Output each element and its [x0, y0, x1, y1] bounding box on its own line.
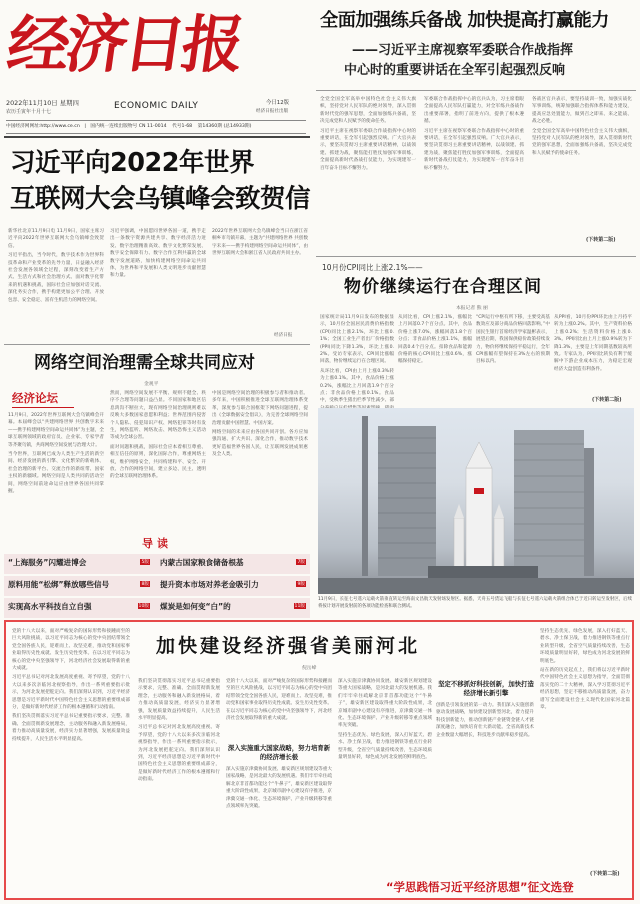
cpi-kicker: 10月份CPI同比上涨2.1%—— — [322, 263, 423, 272]
feature-continued[interactable]: (下转第二版) — [590, 871, 620, 877]
feature-box — [4, 620, 634, 900]
guide-title: 导读 — [142, 537, 172, 550]
top-story-continued[interactable]: (下转第二版) — [586, 237, 616, 243]
main-story-paragraph: 2022年世界互联网大会乌镇峰会当日在浙江省桐乡市乌镇开幕，主题为“共建网络世界 共创数字未来——携手构建网络空间命运共同体”，由世界互联网大会和浙江省人民政府共同主办。 — [212, 229, 308, 257]
feature-col-4 — [338, 678, 432, 892]
main-story-top-rule — [4, 136, 310, 138]
top-story-paragraph: 习近平主席在视察军委联合作战指挥中心时的重要讲话，在全军引起强烈反响。广大官兵表示，要坚决贯彻习主席重要讲话精神，以战领建、抓建为战，聚焦能打胜仗加强军事训练，全面提高新时代备战打仗能力，为实现建军一百年奋斗目标不懈努力。 — [320, 128, 416, 171]
issue-number: 第14360期 — [197, 124, 222, 129]
postal-code: 代号1-68 — [172, 124, 193, 129]
main-story-col-1 — [8, 228, 104, 340]
feature-col-2 — [138, 678, 220, 892]
top-story-divider — [316, 90, 636, 91]
guide-item-label: 提升资本市场对养老金吸引力 — [160, 580, 259, 589]
english-name: ECONOMIC DAILY — [114, 101, 199, 111]
cpi-col-3 — [476, 314, 550, 404]
main-story-paragraph: 习近平强调，中国愿同世界各国一道，携手走出一条数字资源共建共享、数字经济活力迸发、数字治理精准高效、数字文化繁荣发展、数字安全保障有力、数字合作互利共赢的全球数字发展道路，加快构建网络空间命运共同体，为世界和平发展和人类文明进步贡献智慧和力量。 — [110, 229, 206, 279]
cpi-col-4 — [554, 314, 632, 394]
cpi-story — [316, 256, 636, 406]
top-story-col-3 — [532, 96, 632, 234]
top-story-paragraph: 各战区官兵表示，要坚持战训一致，加强实战化军事训练，统筹加强联合指挥体系和能力建设，提高应急处置能力，做到召之即来、来之能战、战之必胜。 — [532, 97, 632, 125]
guide-item[interactable] — [8, 598, 154, 618]
commentary — [4, 344, 310, 534]
guide-item-label: 实现高水平科技自立自强 — [8, 602, 92, 611]
feature-paragraph: 党的十八大以来，面对严峻复杂的国际形势和接踵而至的巨大风险挑战，以习近平同志为核心的党中央团结带领全党全国各族人民，迎难而上、攻坚克难，推动党和国家事业取得历史性成就、发生历史性变革。在以习近平同志为核心的党中央坚强领导下，河北经济社会发展取得新的重大成就。 — [226, 679, 332, 722]
top-story-subhead-1: ——习近平主席视察军委联合作战指挥 — [352, 43, 574, 58]
cpi-col-2 — [398, 314, 472, 404]
top-story-col-1 — [320, 96, 416, 246]
guide-item[interactable] — [8, 576, 154, 596]
masthead — [4, 4, 304, 116]
top-story-headline[interactable]: 全面加强练兵备战 加快提高打赢能力 — [320, 10, 609, 31]
publisher-line: 经济日报社出版 — [256, 109, 289, 114]
guide-item-page: 11版 — [294, 604, 305, 609]
commentary-headline[interactable]: 网络空间治理需全球共同应对 — [34, 353, 255, 373]
feature-paragraph: 我们坚决贯彻落实习近平总书记重要指示要求，完整、准确、全面贯彻新发展理念，主动服务和融入新发展格局，着力推动高质量发展，经济实力显著增强，发展质量效益持续提升，人民生活水平明显提高。 — [138, 679, 220, 722]
cpi-col-1 — [320, 314, 394, 404]
commentary-paragraph: 中国是网络空间治理的积极参与者和推动者。多年来，中国积极推进全球互联网治理体系变革，深度参与联合国框架下网络问题进程，提出《全球数据安全倡议》，为完善全球网络空间治理贡献中国智慧、中国方案。 — [212, 391, 308, 426]
feature-banner: “学思践悟习近平经济思想”征文选登 — [386, 880, 574, 894]
main-story-col-2 — [110, 228, 206, 340]
lunar-line: 农历壬寅年十月十七 — [6, 109, 52, 115]
feature-subhead-2: 坚定不移抓好科技创新，加快打造经济增长新引擎 — [438, 680, 534, 697]
commentary-paragraph: 当今世界，互联网已成为人类生产生活的新空间、经济发展的新引擎、文化繁荣的新载体、社会治理的新平台、交流合作的新纽带、国家主权的新疆域。网络空间是人类共同的活动空间，网络空间前途命运应由世界各国共同掌握。 — [8, 452, 104, 495]
top-story-paragraph: 全党全国全军高举中国特色社会主义伟大旗帜，坚持党对人民军队的绝对领导，深入贯彻新时代党的强军思想，全面加强练兵备战，坚决完成党和人民赋予的使命任务。 — [532, 128, 632, 156]
guide-item-label: 原料用能“松绑”释放哪些信号 — [8, 580, 110, 589]
feature-paragraph: 坚持生态优先、绿色发展，深入打好蓝天、碧水、净土保卫战，着力推进钢铁等重点行业转型升级，全省空气质量持续改善，生态环境质量明显好转，绿色成为河北发展的鲜明底色。 — [540, 629, 630, 664]
top-story-subhead-2: 中心时的重要讲话在全军引起强烈反响 — [344, 63, 566, 78]
rocket-launch-scene — [318, 408, 634, 594]
cpi-headline[interactable]: 物价继续运行在合理区间 — [344, 277, 542, 297]
commentary-paragraph: 11月9日，2022年世界互联网大会乌镇峰会开幕。本届峰会以“共建网络世界 共创数字未来——携手构建网络空间命运共同体”为主题，全球互联网领域的政府官员、企业家、专家学者等齐聚乌镇，共商网络空间发展与治理大计。 — [8, 413, 104, 448]
top-story-paragraph: 全党全国全军高举中国特色社会主义伟大旗帜，坚持党对人民军队的绝对领导，深入贯彻新时代党的强军思想，全面加强练兵备战，坚决完成党和人民赋予的使命任务。 — [320, 97, 416, 125]
guide-item-page: 8版 — [141, 582, 149, 587]
cpi-paragraph: 从环比看，CPI由上月上涨0.3%转为上涨0.1%。其中，食品价格上涨0.2%，涨幅比上月回落1.9个百分点；非食品价格上涨0.1%。食品中，受秋季生猪出栏季节性减少、部 — [320, 368, 394, 404]
guide-item-label: 煤炭是如何变“白”的 — [160, 602, 231, 611]
feature-headline[interactable]: 加快建设经济强省美丽河北 — [156, 635, 421, 657]
main-headline-line-2[interactable]: 互联网大会乌镇峰会致贺信 — [10, 184, 311, 214]
top-story-paragraph: 军委联合作战指挥中心的官兵认为，习主席着眼全面提高人民军队打赢能力，对全军练兵备战作出重要部署，指明了前进方向，提供了根本遵循。 — [424, 97, 524, 125]
info-sep: | — [84, 124, 86, 129]
feature-paragraph: 习近平总书记对河北发展高度重视、寄予厚望，党的十八大以来多次亲临河北视察指导，作出一系列重要指示批示，为河北发展把舵定向。我们深刻认识到，习近平经济思想是习近平新时代中国特色社会主义思想的重要组成部分，是做好新时代经济工作的根本遵循和行动指南。 — [12, 675, 130, 711]
feature-byline: 倪岳峰 — [302, 666, 317, 671]
main-story — [4, 136, 310, 342]
feature-paragraph: 党的十八大以来，面对严峻复杂的国际形势和接踵而至的巨大风险挑战，以习近平同志为核心的党中央团结带领全党全国各族人民，迎难而上、攻坚克难，推动党和国家事业取得历史性成就、发生历史性变革。在以习近平同志为核心的党中央坚强领导下，河北经济社会发展取得新的重大成就。 — [12, 629, 130, 672]
commentary-col-2 — [110, 390, 206, 530]
guide-item-page: 7版 — [297, 560, 305, 565]
commentary-paragraph: 网络空间的未来应由各国共同开创。各方应加强沟通、扩大共识、深化合作，推动数字技术更好造福世界各国人民，让互联网发展成果惠及全人类。 — [212, 430, 308, 458]
guide-item-label: 内蒙古国家粮食储备根基 — [160, 558, 244, 567]
main-story-source: 经济日报 — [274, 333, 293, 338]
feature-paragraph: 习近平总书记对河北发展高度重视、寄予厚望，党的十八大以来多次亲临河北视察指导，作出一系列重要指示批示，为河北发展把舵定向。我们深刻认识到，习近平经济思想是习近平新时代中国特色社会主义思想的重要组成部分，是做好新时代经济工作的根本遵循和行动指南。 — [138, 725, 220, 783]
cpi-top-rule — [316, 256, 636, 257]
guide-item-page: 9版 — [297, 582, 305, 587]
cpi-continued[interactable]: (下转第二版) — [592, 397, 622, 403]
commentary-paragraph: 面对问题和挑战，国际社会应本着相互尊重、相互信任的原则，深化国际合作，尊重网络主权，维护网络安全，共同构建和平、安全、开放、合作的网络空间，建立多边、民主、透明的全球互联网治理体系。 — [110, 444, 206, 480]
section-label-jingji-luntan: 经济论坛 — [12, 391, 58, 405]
cn-number: 国内统一连续出版物号 CN 11-0014 — [90, 124, 167, 129]
guide-item-page: 5版 — [141, 560, 149, 565]
cpi-paragraph: 国家统计局11月9日发布的数据显示，10月份全国居民消费价格指数(CPI)同比上涨2.1%，环比上涨0.1%；全国工业生产者出厂价格指数(PPI)同比下降1.3%，环比上涨0.2%。受访专家表示，CPI同比涨幅回落，物价继续运行在合理区间。 — [320, 315, 394, 365]
commentary-col-1 — [8, 412, 104, 530]
feature-paragraph: 站在新的历史起点上，我们将以习近平新时代中国特色社会主义思想为指导，全面贯彻落实党的二十大精神，深入学习贯彻习近平经济思想，坚定不移推动高质量发展，奋力谱写全面建设社会主义现代化国家河北篇章。 — [540, 668, 630, 711]
guide-item[interactable] — [160, 598, 306, 618]
commentary-top-rule — [4, 344, 310, 345]
feature-paragraph: 我们坚决贯彻落实习近平总书记重要指示要求，完整、准确、全面贯彻新发展理念，主动服务和融入新发展格局，着力推动高质量发展，经济实力显著增强，发展质量效益持续提升，人民生活水平明显提高。 — [12, 714, 130, 742]
guide-item-page: 10版 — [138, 604, 149, 609]
rocket-photo — [318, 408, 634, 594]
feature-subhead-1: 深入实施重大国家战略，努力培育新的经济增长极 — [227, 744, 331, 761]
feature-paragraph: 深入实施京津冀协同发展、雄安新区规划建设等重大国家战略，是河北最大的发展机遇。我们牢牢牵住疏解北京非首都功能这个“牛鼻子”，雄安新区建设取得重大阶段性成果，北京城市副中心建设有序推进，京津冀交通一体化、生态环境保护、产业升级转移等重点领域率先突破。 — [226, 767, 332, 810]
guide-item[interactable] — [160, 554, 306, 574]
main-story-paragraph: 新华社北京11月9日电 11月9日，国家主席习近平向2022年世界互联网大会乌镇峰会致贺信。 — [8, 229, 104, 249]
feature-paragraph: 创新是引领发展的第一动力。我们深入实施创新驱动发展战略，加快建设创新型河北，着力提升科技创新能力，推动创新链产业链资金链人才链深度融合，加快培育壮大新动能。全省高新技术企业数量大幅增长，科技进步贡献率稳步提高。 — [436, 703, 534, 738]
main-story-col-3 — [212, 228, 308, 332]
feature-col-1 — [12, 628, 130, 896]
main-story-paragraph: 习近平指出，当今时代，数字技术作为世界科技革命和产业变革的先导力量，日益融入经济社会发展各领域全过程，深刻改变着生产方式、生活方式和社会治理方式。面对数字化带来的机遇和挑战，国际社会应加强对话交流、深化务实合作，携手构建更加公平合理、开放包容、安全稳定、富有生机活力的网络空间。 — [8, 253, 104, 303]
cpi-byline: 本报记者 熊 丽 — [456, 306, 488, 311]
feature-paragraph: 深入实施京津冀协同发展、雄安新区规划建设等重大国家战略，是河北最大的发展机遇。我们牢牢牵住疏解北京非首都功能这个“牛鼻子”，雄安新区建设取得重大阶段性成果，北京城市副中心建设有序推进，京津冀交通一体化、生态环境保护、产业升级转移等重点领域率先突破。 — [338, 679, 432, 729]
guide-item-label: “上海服务”闪耀进博会 — [8, 558, 87, 567]
date-line: 2022年11月10日 星期四 — [6, 99, 79, 107]
commentary-col-3 — [212, 390, 308, 530]
feature-col-5 — [436, 702, 534, 872]
publication-info-bar — [6, 120, 306, 134]
website[interactable]: 中国经济网网址:http://www.ce.cn — [6, 124, 80, 129]
logo: 经济日报 — [2, 8, 246, 81]
pages-count: 今日12版 — [266, 100, 290, 106]
top-story-paragraph: 习近平主席在视察军委联合作战指挥中心时的重要讲话，在全军引起强烈反响。广大官兵表示，要坚决贯彻习主席重要讲话精神，以战领建、抓建为战，聚焦能打胜仗加强军事训练，全面提高新时代备战打仗能力，为实现建军一百年奋斗目标不懈努力。 — [424, 128, 524, 171]
guide — [4, 536, 310, 620]
commentary-byline: 金观平 — [144, 382, 159, 387]
rocket-caption: 11月9日，长征七号遥六运载火箭垂直转运至海南文昌航天发射场发射区。据悉，天舟五号货运飞船与长征七号遥六运载火箭组合体已于近日转运至发射区，后续将按计划开展发射前的各项功能检查和联合测试。 — [318, 597, 632, 609]
top-story-col-2 — [424, 96, 524, 246]
top-story — [316, 4, 636, 254]
feature-paragraph: 坚持生态优先、绿色发展，深入打好蓝天、碧水、净土保卫战，着力推进钢铁等重点行业转型升级，全省空气质量持续改善，生态环境质量明显好转，绿色成为河北发展的鲜明底色。 — [338, 732, 432, 761]
guide-item[interactable] — [8, 554, 154, 574]
feature-col-6 — [540, 628, 630, 874]
feature-col-3 — [226, 678, 332, 742]
cpi-paragraph: “CPI运行中枢有所下移，主要受高基数效应及部分商品价格回落影响。”中国民生银行首席经济学家温彬表示，展望后期，我国保供稳价政策持续发力，物价将继续保持平稳运行，全年CPI涨幅有望保持在3%左右的预期目标以内。 — [476, 315, 550, 365]
feature-col-3b — [226, 766, 332, 892]
total-issue: (总14933期) — [223, 124, 252, 129]
section-label-rule — [12, 407, 74, 408]
commentary-paragraph: 然而，网络空间发展不平衡、规则不健全、秩序不合理等问题日益凸显。不同国家和地区信息鸿沟不断拉大，现有网络空间治理规则难以反映大多数国家意愿和利益；世界范围内侵害个人隐私、侵犯知识产权、网络犯罪等时有发生，网络监听、网络攻击、网络恐怖主义活动等成为全球公害。 — [110, 391, 206, 441]
cpi-paragraph: 从同比看，CPI上涨2.1%，涨幅比上月回落0.7个百分点。其中，食品价格上涨7.0%，涨幅回落1.8个百分点；非食品价格上涨1.1%，涨幅回落0.4个百分点。扣除食品和能源价格的核心CPI同比上涨0.6%，涨幅保持稳定。 — [398, 315, 472, 365]
guide-item[interactable] — [160, 576, 306, 596]
main-headline-line-1[interactable]: 习近平向2022年世界 — [10, 148, 254, 178]
cpi-paragraph: 从PPI看，10月份PPI环比由上月持平转为上涨0.2%。其中，生产资料价格上涨0.2%；生活资料价格上涨0.3%。PPI同比由上月上涨0.9%转为下降1.3%，主要是上年同期基数较高所致。专家认为，PPI同比转负有利于缓解中下游企业成本压力，为稳定宏观经济大盘创造有利条件。 — [554, 315, 632, 372]
